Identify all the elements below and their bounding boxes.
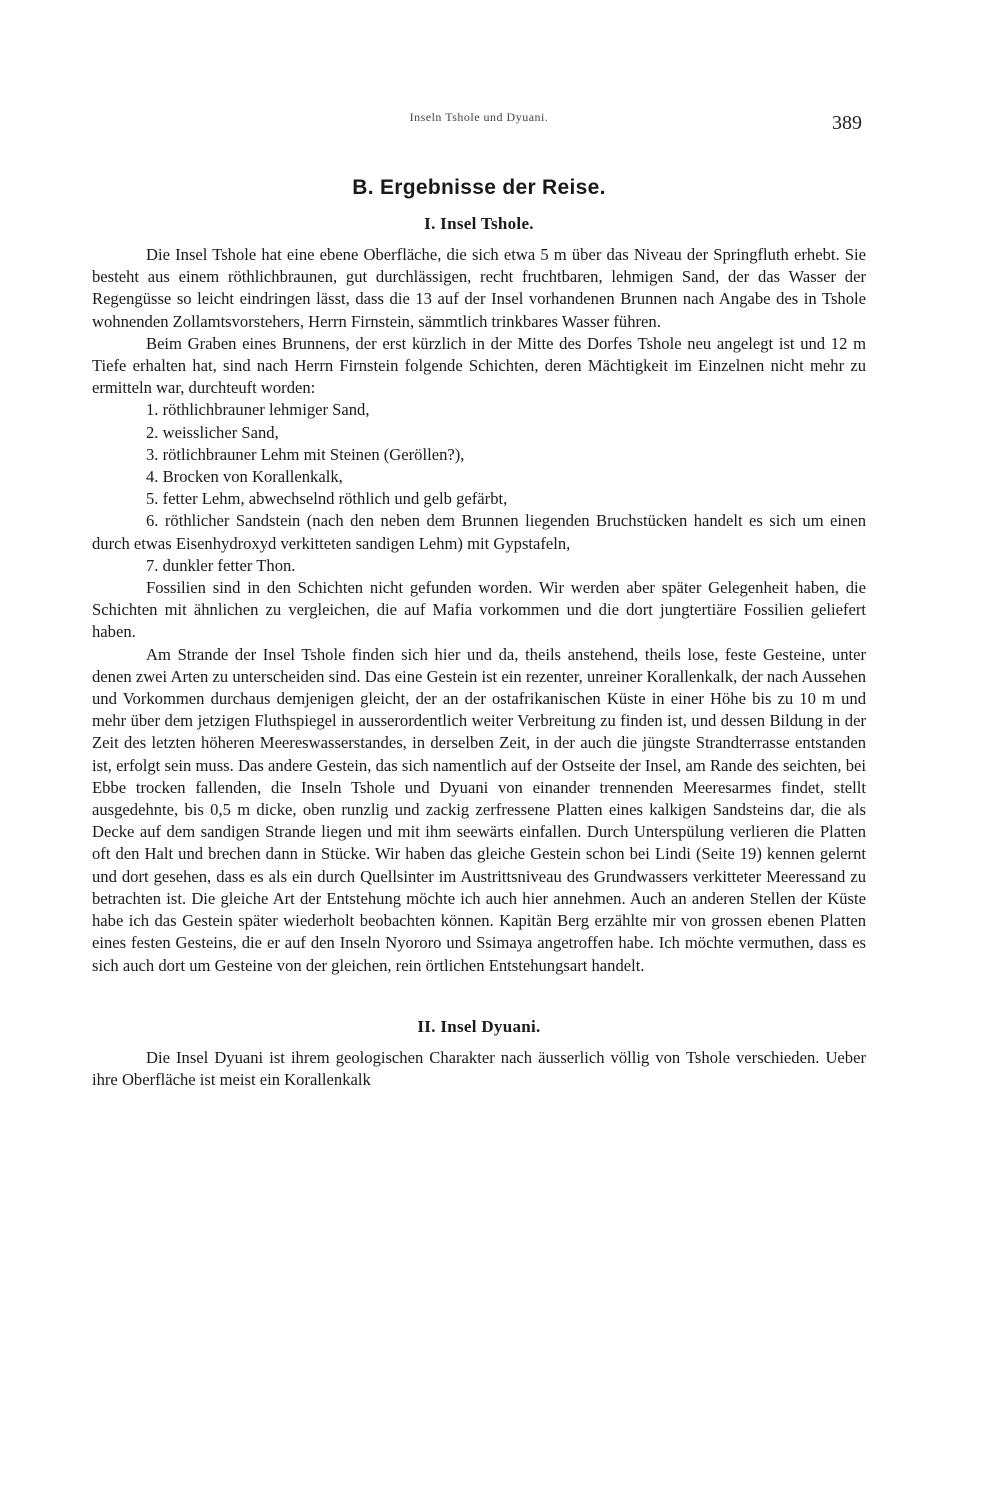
document-page (92, 100, 866, 1091)
paragraph: Beim Graben eines Brunnens, der erst kürzlich in der Mitte des Dorfes Tshole neu angelegt ist und 12 m Tiefe erhalten hat, sind nach Herrn Firnstein folgende Schichten, deren Mächtigkeit im Einzelnen nicht mehr zu ermitteln war, durchteuft worden: (92, 333, 866, 398)
layer-list (92, 399, 866, 577)
paragraph: Die Insel Tshole hat eine ebene Oberfläche, die sich etwa 5 m über das Niveau der Springfluth erhebt. Sie besteht aus einem röthlichbraunen, gut durchlässigen, recht fruchtbaren, lehmigen Sand, der das Wasser der Regengüsse so leicht eindringen lässt, dass die 13 auf der Insel vorhandenen Brunnen nach Angabe des in Tshole wohnenden Zollamtsvorstehers, Herrn Firnstein, sämmtlich trinkbares Wasser führen. (92, 245, 866, 331)
section-title: B. Ergebnisse der Reise. (352, 176, 606, 199)
list-item: 2. weisslicher Sand, (146, 422, 279, 442)
paragraph: Die Insel Dyuani ist ihrem geologischen Charakter nach äusserlich völlig von Tshole verschieden. Ueber ihre Oberfläche ist meist ein Korallenkalk (92, 1047, 866, 1089)
list-item: 3. rötlichbrauner Lehm mit Steinen (Geröllen?), (146, 444, 465, 464)
list-item: 4. Brocken von Korallenkalk, (146, 467, 343, 487)
list-item: 5. fetter Lehm, abwechselnd röthlich und gelb gefärbt, (146, 489, 508, 509)
paragraph: Fossilien sind in den Schichten nicht gefunden worden. Wir werden aber später Gelegenheit haben, die Schichten mit ähnlichen zu vergleichen, die auf Mafia vorkommen und die dort jungtertiäre Fossilien geliefert haben. (92, 578, 866, 642)
list-item: 7. dunkler fetter Thon. (146, 555, 296, 575)
part2-title: II. Insel Dyuani. (417, 1016, 541, 1036)
list-item: 1. röthlichbrauner lehmiger Sand, (146, 400, 370, 420)
list-item: 6. röthlicher Sandstein (nach den neben dem Brunnen liegenden Bruchstücken handelt es sich um einen durch etwas Eisenhydroxyd verkitteten sandigen Lehm) mit Gypstafeln, (92, 511, 866, 553)
running-title: Inseln Tshole und Dyuani. (409, 110, 549, 124)
paragraph: Am Strande der Insel Tshole finden sich hier und da, theils anstehend, theils lose, feste Gesteine, unter denen zwei Arten zu unterscheiden sind. Das eine Gestein ist ein rezenter, unreiner Korallenkalk, der nach Aussehen und Vorkommen durchaus demjenigen gleicht, der an der ostafrikanischen Küste in einer Höhe bis zu 10 m und mehr über dem jetzigen Fluthspiegel in ausserordentlich weiter Verbreitung zu finden ist, und dessen Bildung in der Zeit des letzten höheren Meereswasserstandes, in derselben Zeit, in der auch die jüngste Strandterrasse entstanden ist, erfolgt sein muss. Das andere Gestein, das sich namentlich auf der Ostseite der Insel, am Rande des seichten, bei Ebbe trocken fallenden, die Inseln Tshole und Dyuani von einander trennenden Meeresarmes findet, stellt ausgedehnte, bis 0,5 m dicke, oben runzlig und zackig zerfressene Platten eines kalkigen Sandsteins dar, die als Decke auf dem sandigen Strande liegen und mit ihm seewärts einfallen. Durch Unterspülung verlieren die Platten oft den Halt und brechen dann in Stücke. Wir haben das gleiche Gestein schon bei Lindi (Seite 19) kennen gelernt und dort gesehen, dass es als ein durch Quellsinter im Austrittsniveau des Grundwassers verkitteter Meeressand zu betrachten ist. Die gleiche Art der Entstehung möchte ich auch hier annehmen. Auch an anderen Stellen der Küste habe ich das Gestein später wiederholt beobachten können. Kapitän Berg erzählte mir von grossen ebenen Platten eines festen Gesteins, die er auf den Inseln Nyororo und Ssimaya angetroffen habe. Ich möchte vermuthen, dass es sich auch dort um Gesteine von der gleichen, rein örtlichen Entstehungsart handelt. (92, 644, 866, 975)
page-number: 389 (832, 112, 862, 134)
part1-title: I. Insel Tshole. (424, 214, 534, 233)
running-header (92, 100, 866, 140)
